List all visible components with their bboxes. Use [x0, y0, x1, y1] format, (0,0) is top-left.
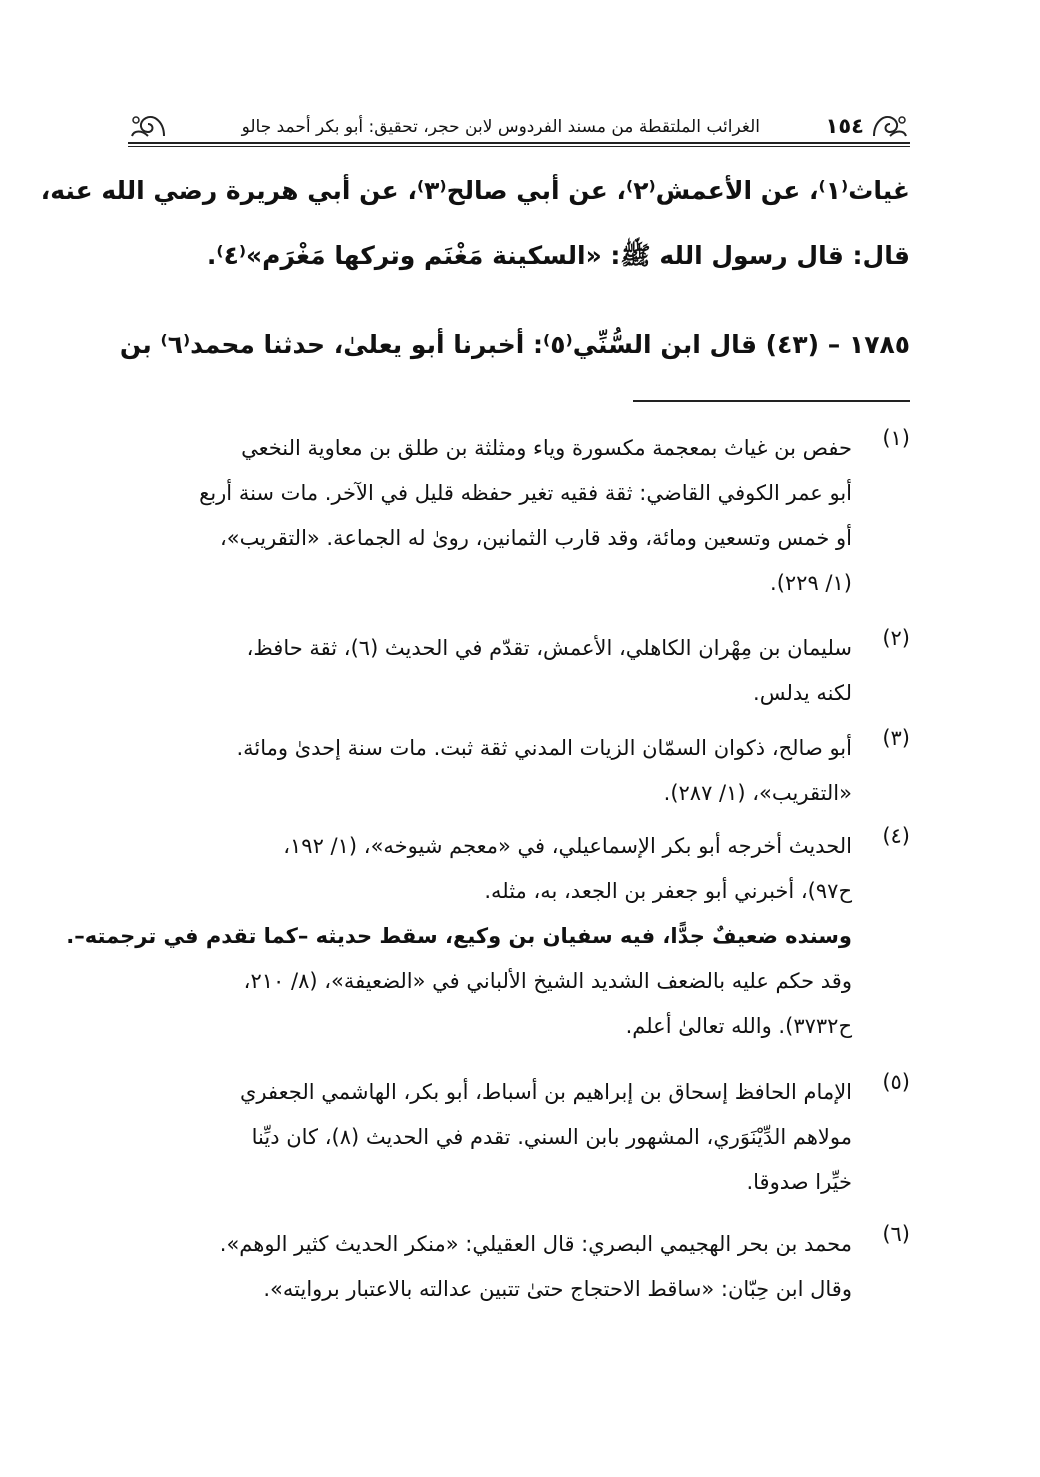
- footnote-number: (٦): [882, 1222, 910, 1246]
- footnote-text: [130, 426, 852, 606]
- footnote-line: لكنه يدلس.: [753, 681, 852, 705]
- footnote-number: (١): [882, 426, 910, 450]
- footnote: [130, 726, 910, 816]
- footnote-line: أبو عمر الكوفي القاضي: ثقة فقيه تغير حفظه قليل في الآخر. مات سنة أربع: [199, 481, 852, 505]
- footnote: [130, 1222, 910, 1312]
- footnote-line: حفص بن غياث بمعجمة مكسورة وياء ومثلثة بن طلق بن معاوية النخعي: [241, 436, 852, 460]
- footnote-line: ح٩٧)، أخبرني أبو جعفر بن الجعد، به، مثله.: [484, 879, 852, 903]
- header-rule-thin: [128, 146, 910, 147]
- main-text-line: قال: قال رسول الله ﷺ: «السكينة مَغْنَم وتركها مَغْرَم»⁽٤⁾.: [206, 241, 910, 270]
- footnote-line: «التقريب»، (١/ ٢٨٧).: [663, 781, 852, 805]
- header-rule: [128, 142, 910, 144]
- footnote: [130, 426, 910, 606]
- footnote-line: وقد حكم عليه بالضعف الشديد الشيخ الألباني في «الضعيفة»، (٨/ ٢١٠،: [243, 969, 852, 993]
- footnote: [130, 1070, 910, 1205]
- footnote-text: [130, 626, 852, 716]
- running-title: الغرائب الملتقطة من مسند الفردوس لابن حجر، تحقيق: أبو بكر أحمد جالو: [241, 117, 760, 137]
- page-number: ١٥٤: [825, 114, 864, 138]
- footnote-line: خيِّرا صدوقا.: [746, 1170, 852, 1194]
- footnote: [66, 824, 910, 1049]
- footnote-line: أبو صالح، ذكوان السمّان الزيات المدني ثقة ثبت. مات سنة إحدىٰ ومائة.: [236, 736, 852, 760]
- footnote-line: الحديث أخرجه أبو بكر الإسماعيلي، في «معجم شيوخه»، (١/ ١٩٢،: [283, 834, 852, 858]
- footnote-text: [130, 1070, 852, 1205]
- footnote-separator: [633, 400, 910, 402]
- page-header: [128, 108, 910, 148]
- footnote-number: (٣): [882, 726, 910, 750]
- footnote-line: وسنده ضعيفٌ جدًّا، فيه سفيان بن وكيع، سقط حديثه –كما تقدم في ترجمته–.: [66, 924, 852, 948]
- footnote-line: وقال ابن حِبّان: «ساقط الاحتجاج حتىٰ تتبين عدالته بالاعتبار بروايته».: [263, 1277, 852, 1301]
- footnote-line: محمد بن بحر الهجيمي البصري: قال العقيلي: «منكر الحديث كثير الوهم».: [219, 1232, 852, 1256]
- footnote-line: ح٣٧٣٢). والله تعالىٰ أعلم.: [625, 1014, 852, 1038]
- main-text-line: غياث⁽١⁾، عن الأعمش⁽٢⁾، عن أبي صالح⁽٣⁾، عن أبي هريرة رضي الله عنه،: [40, 176, 910, 205]
- footnote-line: أو خمس وتسعين ومائة، وقد قارب الثمانين، روىٰ له الجماعة. «التقريب»،: [220, 526, 852, 550]
- footnote-text: [130, 726, 852, 816]
- footnote-number: (٥): [882, 1070, 910, 1094]
- ornament-icon: [128, 110, 168, 140]
- footnote-line: الإمام الحافظ إسحاق بن إبراهيم بن أسباط، أبو بكر، الهاشمي الجعفري: [239, 1080, 852, 1104]
- footnote-line: (١/ ٢٢٩).: [770, 571, 852, 595]
- footnote-number: (٤): [882, 824, 910, 848]
- hadith-heading-line: ١٧٨٥ – (٤٣) قال ابن السُّنِّي⁽٥⁾: أخبرنا أبو يعلىٰ، حدثنا محمد⁽٦⁾ بن: [119, 330, 910, 359]
- footnote-number: (٢): [882, 626, 910, 650]
- footnote-line: مولاهم الدِّيْنَوَري، المشهور بابن السني. تقدم في الحديث (٨)، كان ديِّنا: [251, 1125, 852, 1149]
- footnote: [130, 626, 910, 716]
- footnote-text: [66, 824, 852, 1049]
- footnote-text: [130, 1222, 852, 1312]
- ornament-icon: [870, 110, 910, 140]
- footnote-line: سليمان بن مِهْران الكاهلي، الأعمش، تقدّم في الحديث (٦)، ثقة حافظ،: [246, 636, 852, 660]
